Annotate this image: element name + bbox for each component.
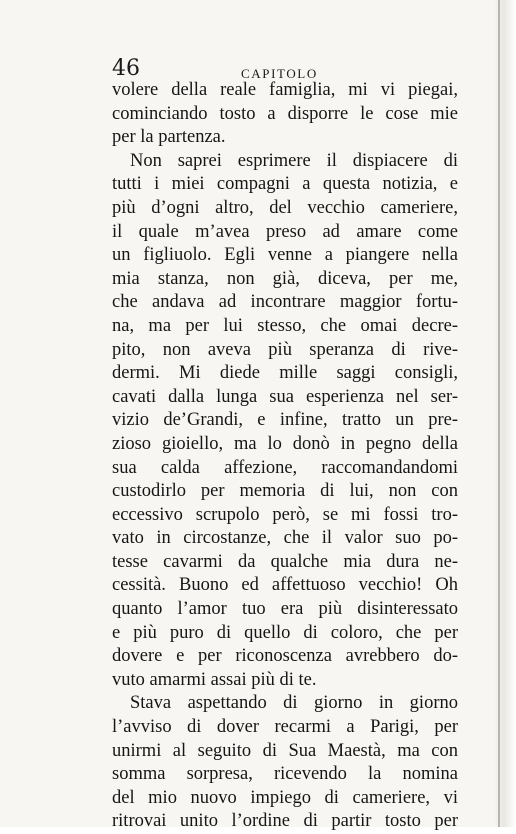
text-line: che andava ad incontrare maggior fortu-: [112, 292, 458, 313]
text-line: un figliuolo. Egli venne a piangere nella: [112, 245, 458, 266]
page-edge-shadow: [494, 0, 516, 827]
text-line: Stava aspettando di giorno in giorno: [130, 693, 458, 714]
text-line: mia stanza, non già, diceva, per me,: [112, 268, 458, 289]
text-line: na, ma per lui stesso, che omai decre-: [112, 315, 458, 336]
text-line: del mio nuovo impiego di cameriere, vi: [112, 787, 458, 808]
text-line: e più puro di quello di coloro, che per: [112, 622, 458, 643]
text-line: quanto l’amor tuo era più disinteressato: [112, 599, 458, 620]
running-head: CAPITOLO: [241, 66, 318, 81]
text-line: cessità. Buono ed affettuoso vecchio! Oh: [112, 575, 458, 596]
text-line: l’avviso di dover recarmi a Parigi, per: [112, 717, 458, 738]
text-line: Non saprei esprimere il dispiacere di: [130, 150, 458, 171]
text-line: volere della reale famiglia, mi vi piegai,: [112, 80, 458, 100]
text-line: unirmi al seguito di Sua Maestà, ma con: [112, 740, 458, 761]
binding-rule: [498, 0, 500, 827]
page-number: 46: [112, 56, 140, 81]
text-line: per la partenza.: [112, 127, 226, 148]
text-line: vizio de’Grandi, e infine, tratto un pre-: [112, 410, 458, 431]
text-line: tesse cavarmi da qualche mia dura ne-: [112, 551, 458, 572]
text-line: sua calda affezione, raccomandandomi: [112, 457, 458, 478]
text-line: vuto amarmi assai più di te.: [112, 669, 317, 690]
text-line: pito, non aveva più speranza di rive-: [112, 339, 458, 360]
text-line: somma sorpresa, ricevendo la nomina: [112, 764, 458, 785]
text-line: ritrovai unito l’ordine di partir tosto per: [112, 811, 458, 832]
text-line: più d’ogni altro, del vecchio cameriere,: [112, 197, 458, 218]
text-line: custodirlo per memoria di lui, non con: [112, 481, 458, 502]
text-line: cominciando tosto a disporre le cose mie: [112, 103, 458, 124]
text-line: zioso gioiello, ma lo donò in pegno della: [112, 433, 458, 454]
text-line: dermi. Mi diede mille saggi consigli,: [112, 363, 458, 384]
text-line: cavati dalla lunga sua esperienza nel ser-: [112, 386, 458, 407]
text-line: il quale m’avea preso ad amare come: [112, 221, 458, 242]
body-text: [112, 79, 458, 834]
text-line: tutti i miei compagni a questa notizia, e: [112, 174, 458, 195]
text-line: vato in circostanze, che il valor suo po-: [112, 528, 458, 549]
text-line: eccessivo scrupolo però, se mi fossi tro-: [112, 504, 458, 525]
text-line: dovere e per riconoscenza avrebbero do-: [112, 646, 458, 667]
